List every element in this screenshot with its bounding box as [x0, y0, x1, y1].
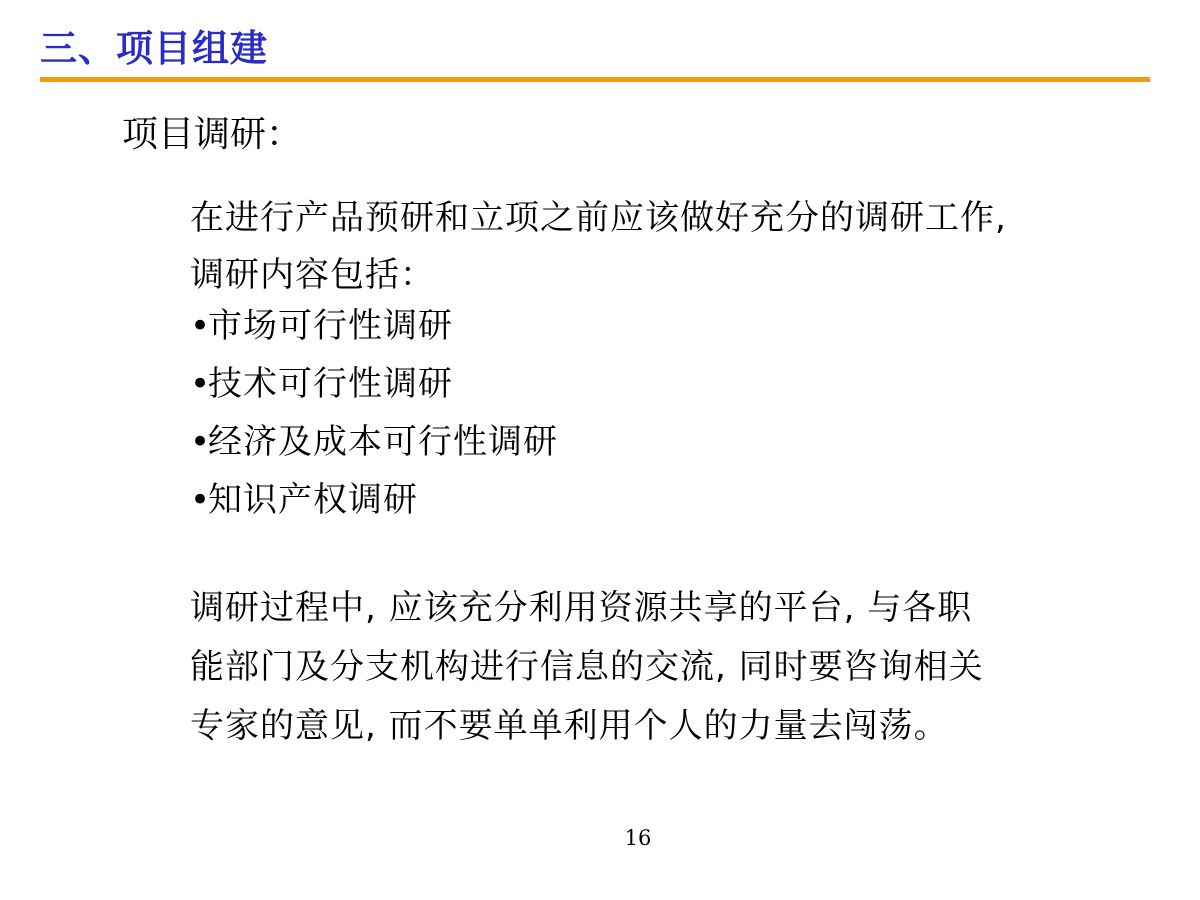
bullet-icon: • — [190, 480, 212, 520]
paragraph-line-3: 专家的意见, 而不要单单利用个人的力量去闯荡。 — [190, 706, 949, 746]
list-item — [190, 303, 558, 361]
page-number: 16 — [624, 826, 652, 850]
process-paragraph — [190, 585, 984, 762]
slide-title: 三、项目组建 — [40, 27, 268, 70]
title-underline — [40, 77, 1150, 82]
paragraph-line-1: 调研过程中, 应该充分利用资源共享的平台, 与各职 — [190, 588, 973, 628]
paragraph-line-2: 能部门及分支机构进行信息的交流, 同时要咨询相关 — [190, 647, 984, 687]
list-item — [190, 477, 558, 535]
list-item-text: 经济及成本可行性调研 — [208, 422, 558, 462]
research-topics-list — [190, 303, 558, 535]
list-item-text: 知识产权调研 — [208, 480, 418, 520]
bullet-icon: • — [190, 422, 212, 462]
intro-line-1: 在进行产品预研和立项之前应该做好充分的调研工作, — [190, 198, 1007, 238]
list-item-text: 市场可行性调研 — [208, 306, 453, 346]
intro-line-2: 调研内容包括： — [190, 255, 435, 295]
list-item — [190, 361, 558, 419]
list-item-text: 技术可行性调研 — [208, 364, 453, 404]
list-item — [190, 419, 558, 477]
section-heading: 项目调研： — [122, 114, 303, 155]
bullet-icon: • — [190, 364, 212, 404]
bullet-icon: • — [190, 306, 212, 346]
